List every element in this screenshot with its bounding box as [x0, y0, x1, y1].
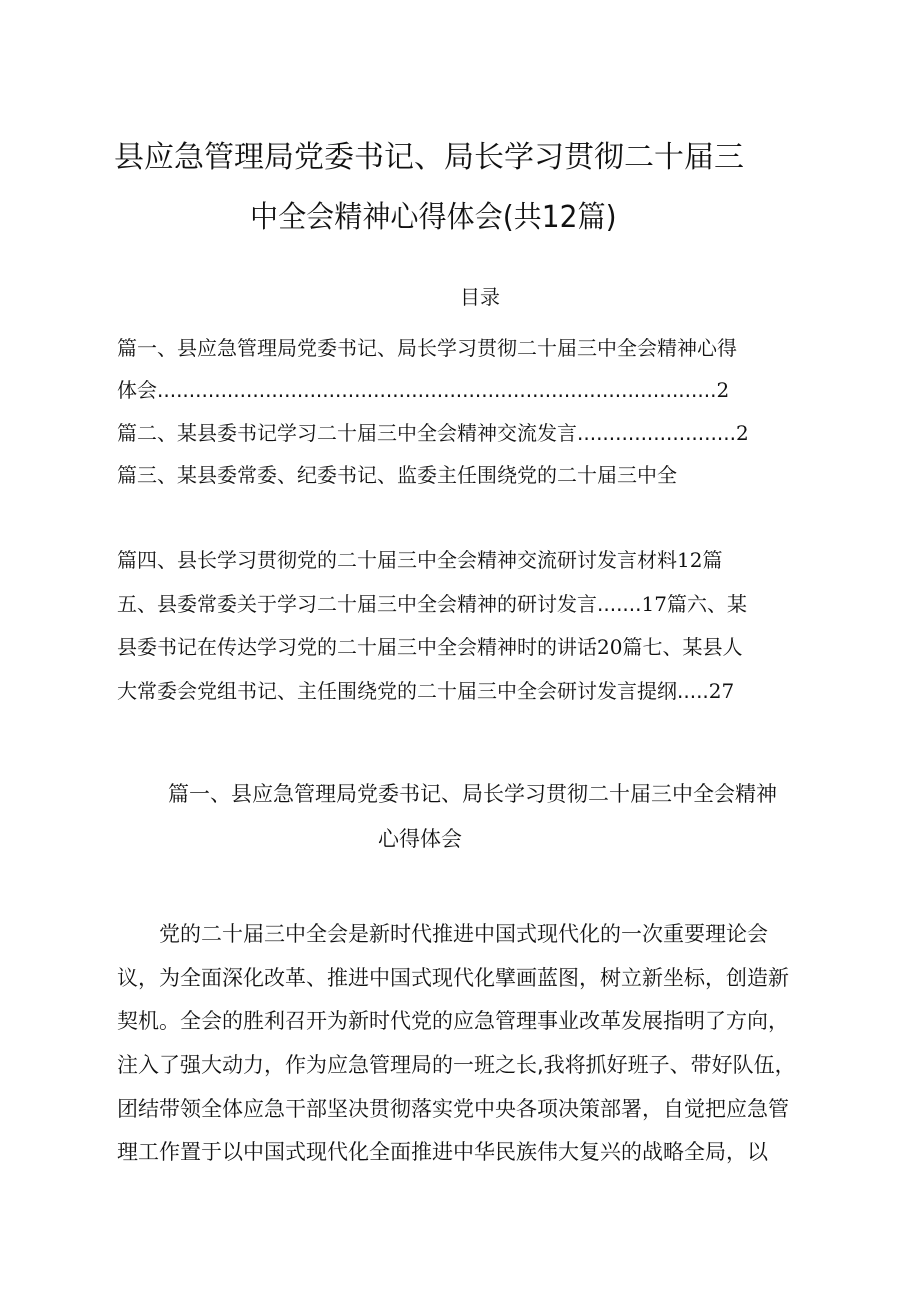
toc-entry[interactable] — [117, 375, 729, 405]
toc-heading: 目录 — [460, 285, 500, 309]
toc-leader-dots: ..... — [677, 679, 709, 703]
toc-entry-text: 大常委会党组书记、主任围绕党的二十届三中全会研讨发言提纲 — [117, 679, 677, 703]
toc-entry[interactable] — [117, 418, 749, 448]
toc-entry[interactable] — [117, 632, 742, 662]
toc-entry-text: 五、县委常委关于学习二十届三中全会精神的研讨发言 — [117, 592, 597, 616]
toc-page-number: 17 — [641, 592, 667, 616]
body-text-line: 注入了强大动力，作为应急管理局的一班之长,我将抓好班子、带好队伍， — [117, 1053, 796, 1077]
toc-entry[interactable] — [117, 545, 722, 575]
toc-entry[interactable] — [117, 589, 747, 619]
toc-entry-text: 篇七、某县人 — [622, 635, 743, 659]
toc-leader-dots: ........................................................................................ — [157, 378, 717, 402]
toc-page-number: 2 — [716, 378, 730, 402]
document-title-line-2: 中全会精神心得体会(共12篇) — [250, 200, 617, 235]
section-title-line-2: 心得体会 — [378, 827, 462, 851]
toc-entry[interactable] — [117, 333, 737, 363]
toc-page-number: 27 — [708, 679, 735, 703]
toc-entry[interactable] — [117, 460, 677, 490]
toc-entry-text: 篇 — [702, 548, 723, 572]
document-title-line-1: 县应急管理局党委书记、局长学习贯彻二十届三 — [114, 140, 744, 175]
section-title-line-1: 篇一、县应急管理局党委书记、局长学习贯彻二十届三中全会精神 — [168, 782, 777, 806]
toc-entry-text: 篇二、某县委书记学习二十届三中全会精神交流发言 — [117, 421, 577, 445]
toc-leader-dots: ......................... — [577, 421, 736, 445]
toc-entry-text: 篇四、县长学习贯彻党的二十届三中全会精神交流研讨发言材料 — [117, 548, 677, 572]
toc-entry[interactable] — [117, 676, 734, 706]
toc-entry-text: 县委书记在传达学习党的二十届三中全会精神时的讲话 — [117, 635, 597, 659]
toc-entry-text: 篇三、某县委常委、纪委书记、监委主任围绕党的二十届三中全 — [117, 463, 677, 487]
body-text-line: 党的二十届三中全会是新时代推进中国式现代化的一次重要理论会 — [117, 922, 768, 946]
body-text-line: 议，为全面深化改革、推进中国式现代化擘画蓝图，树立新坐标，创造新 — [117, 966, 789, 990]
body-text-line: 团结带领全体应急干部坚决贯彻落实党中央各项决策部署，自觉把应急管 — [117, 1097, 789, 1121]
body-text-line: 理工作置于以中国式现代化全面推进中华民族伟大复兴的战略全局，以 — [117, 1140, 768, 1164]
toc-leader-dots: ....... — [597, 592, 642, 616]
toc-entry-text: 篇六、某 — [666, 592, 747, 616]
toc-entry-text: 篇一、县应急管理局党委书记、局长学习贯彻二十届三中全会精神心得 — [117, 336, 737, 360]
toc-entry-text: 体会 — [117, 378, 157, 402]
toc-page-number: 2 — [735, 421, 749, 445]
body-text-line: 契机。全会的胜利召开为新时代党的应急管理事业改革发展指明了方向， — [117, 1009, 789, 1033]
toc-page-number: 20 — [597, 635, 623, 659]
toc-page-number: 12 — [677, 548, 703, 572]
